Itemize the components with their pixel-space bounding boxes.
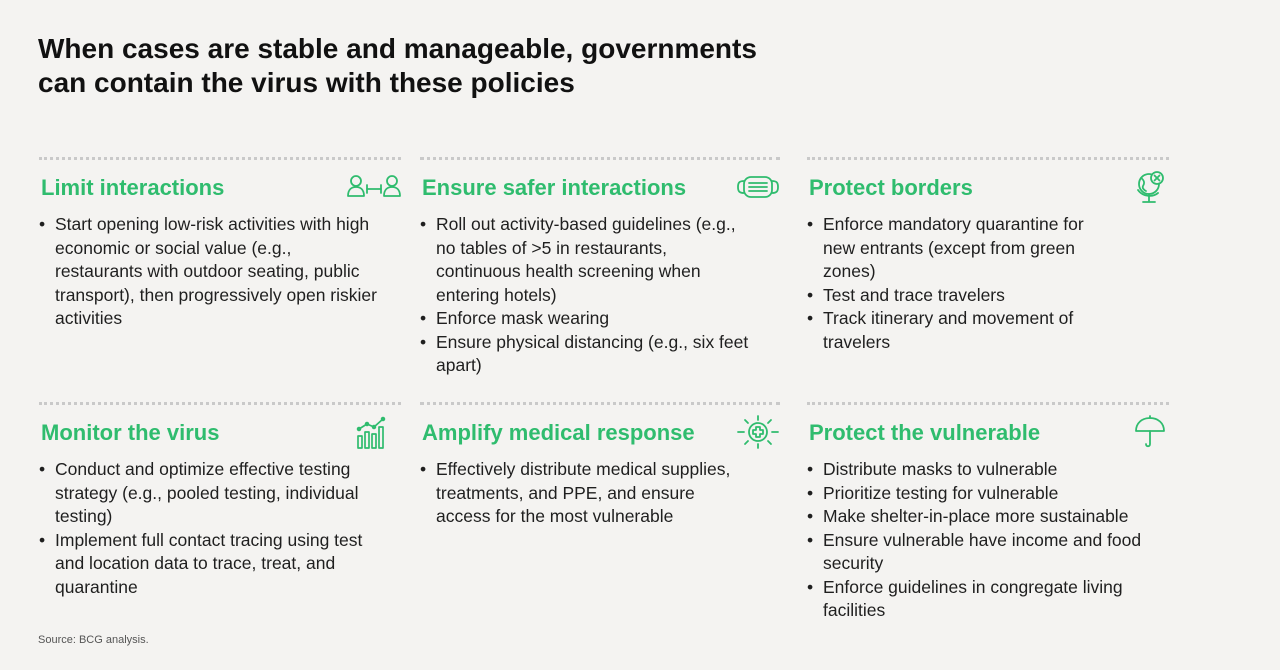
card-title: Amplify medical response xyxy=(422,420,695,445)
card-title: Protect the vulnerable xyxy=(809,420,1041,445)
card-amplify-medical-response xyxy=(420,402,780,632)
people-distance-icon xyxy=(347,169,401,205)
dotted-divider xyxy=(39,402,401,405)
list-item: • Distribute masks to vulnerable xyxy=(807,458,1152,482)
list-item: • Conduct and optimize effective testing strategy (e.g., pooled testing, individual testing) xyxy=(39,458,369,529)
list-item: • Roll out activity-based guidelines (e.g., no tables of >5 in restaurants, continuous health screening when entering hotels) xyxy=(420,213,750,307)
umbrella-icon xyxy=(1133,414,1167,450)
card-protect-borders xyxy=(807,157,1169,387)
bullet-list xyxy=(807,213,1107,354)
dotted-divider xyxy=(39,157,401,160)
bullet-list xyxy=(39,458,369,599)
list-item: • Implement full contact tracing using test and location data to trace, treat, and quarantine xyxy=(39,529,369,600)
page-title xyxy=(38,32,858,100)
list-item: • Effectively distribute medical supplies, treatments, and PPE, and ensure access for the most vulnerable xyxy=(420,458,740,529)
list-item: • Make shelter-in-place more sustainable xyxy=(807,505,1152,529)
bar-chart-trend-icon xyxy=(355,414,389,450)
list-item: • Start opening low-risk activities with high economic or social value (e.g., restaurants with outdoor seating, public transport), then progressively open riskier activities xyxy=(39,213,379,331)
list-item: • Prioritize testing for vulnerable xyxy=(807,482,1152,506)
list-item: • Enforce mandatory quarantine for new entrants (except from green zones) xyxy=(807,213,1107,284)
card-title: Limit interactions xyxy=(41,175,225,200)
list-item: • Enforce mask wearing xyxy=(420,307,750,331)
dotted-divider xyxy=(420,402,780,405)
dotted-divider xyxy=(420,157,780,160)
card-ensure-safer-interactions xyxy=(420,157,780,387)
card-monitor-the-virus xyxy=(39,402,401,632)
list-item: • Test and trace travelers xyxy=(807,284,1107,308)
list-item: • Track itinerary and movement of travelers xyxy=(807,307,1107,354)
dotted-divider xyxy=(807,157,1169,160)
bullet-list xyxy=(420,213,750,378)
bullet-list xyxy=(420,458,740,529)
bullet-list xyxy=(807,458,1152,623)
card-title: Ensure safer interactions xyxy=(422,175,687,200)
card-title: Protect borders xyxy=(809,175,973,200)
list-item: • Enforce guidelines in congregate living facilities xyxy=(807,576,1152,623)
list-item: • Ensure vulnerable have income and food security xyxy=(807,529,1152,576)
title-line-1: When cases are stable and manageable, governments xyxy=(38,33,757,64)
card-title: Monitor the virus xyxy=(41,420,220,445)
bullet-list xyxy=(39,213,379,331)
source-note: Source: BCG analysis. xyxy=(38,634,149,646)
card-limit-interactions xyxy=(39,157,401,387)
card-protect-the-vulnerable xyxy=(807,402,1169,632)
medical-cross-icon xyxy=(736,414,780,450)
globe-no-entry-icon xyxy=(1133,169,1169,205)
list-item: • Ensure physical distancing (e.g., six feet apart) xyxy=(420,331,750,378)
face-mask-icon xyxy=(736,169,780,205)
dotted-divider xyxy=(807,402,1169,405)
title-line-2: can contain the virus with these policies xyxy=(38,67,575,98)
